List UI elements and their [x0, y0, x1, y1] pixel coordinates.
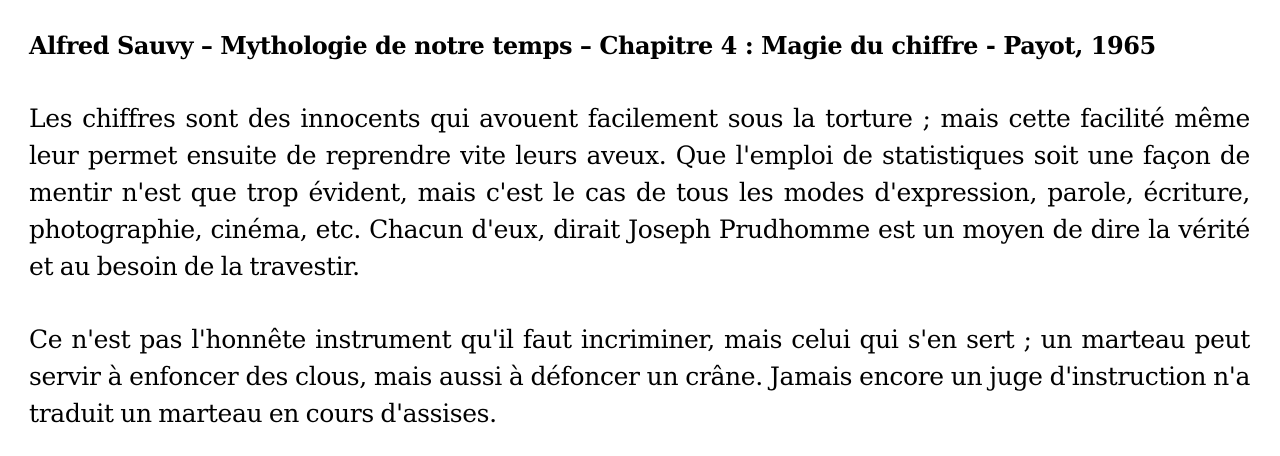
paragraph-statistics: Les chiffres sont des innocents qui avouent facilement sous la torture ; mais cette facilité même leur permet ensuite de reprendre vite leurs aveux. Que l'emploi de statistiques soit une façon de mentir n'est que trop évident, mais c'est le cas de tous les modes d'expression, parole, écriture, photographie, cinéma, etc. Chacun d'eux, dirait Joseph Prudhomme est un moyen de dire la vérité et au besoin de la travestir. — [29, 104, 1250, 281]
paragraph-hammer: Ce n'est pas l'honnête instrument qu'il faut incriminer, mais celui qui s'en sert ; un marteau peut servir à enfoncer des clous, mais aussi à défoncer un crâne. Jamais encore un juge d'instruction n'a traduit un marteau en cours d'assises. — [29, 325, 1250, 428]
document-heading: Alfred Sauvy – Mythologie de notre temps – Chapitre 4 : Magie du chiffre - Payot, 1965 — [29, 31, 1156, 60]
document-page — [29, 30, 1250, 432]
